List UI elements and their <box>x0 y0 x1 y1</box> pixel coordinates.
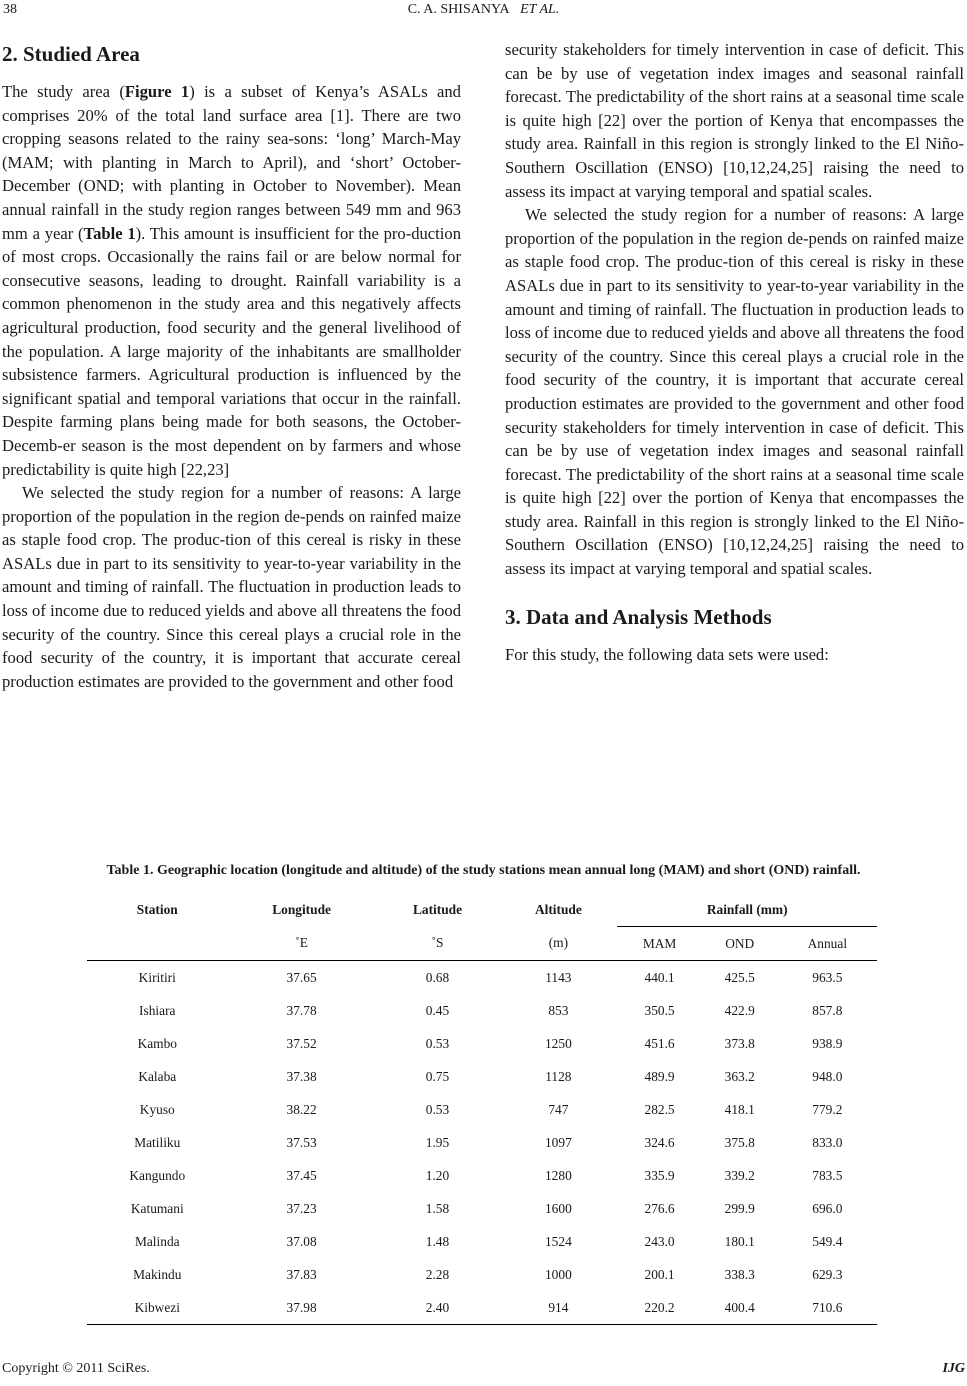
cell-altitude: 914 <box>499 1291 617 1325</box>
unit-latitude: ˚S <box>376 927 500 961</box>
table-row <box>87 1126 877 1159</box>
left-column <box>2 38 461 693</box>
cell-mam: 200.1 <box>644 1266 675 1282</box>
cell-station: Kiritiri <box>138 969 176 985</box>
cell-mam: 350.5 <box>644 1002 675 1018</box>
cell-altitude: 1000 <box>544 1266 572 1282</box>
cell-mam: 324.6 <box>644 1134 675 1150</box>
cell-annual: 938.9 <box>812 1035 843 1051</box>
cell-mam: 282.5 <box>644 1101 675 1117</box>
cell-latitude: 0.68 <box>425 969 450 985</box>
cell-mam: 276.6 <box>644 1200 675 1216</box>
table-row <box>87 1291 877 1325</box>
cell-mam: 489.9 <box>644 1068 675 1084</box>
table-row <box>87 1192 877 1225</box>
cell-altitude: 1143 <box>545 969 572 985</box>
cell-altitude: 1280 <box>544 1167 572 1183</box>
cell-station: Ishiara <box>139 1002 176 1018</box>
text-run: ) is a subset of Kenya’s ASALs and comprises 20% of the total land surface area [1]. There are two cropping seasons related to the rainy sea-sons: ‘long’ March-May (MAM; with planting in March to April), and ‘short’ October-December (OND; with planting in October to November). Mean annual rainfall in the study region ranges between 549 mm and 963 mm a year ( <box>2 82 461 243</box>
cell-station: Malinda <box>134 1233 180 1249</box>
cell-ond: 400.4 <box>702 1291 778 1325</box>
cell-annual: 779.2 <box>812 1101 843 1117</box>
header-latitude: Latitude <box>412 901 463 917</box>
cell-mam: 220.2 <box>617 1291 701 1325</box>
cell-longitude: 37.78 <box>286 1002 317 1018</box>
cell-annual: 948.0 <box>812 1068 843 1084</box>
cell-longitude: 37.52 <box>286 1035 317 1051</box>
cell-station: Kibwezi <box>87 1291 228 1325</box>
rainfall-table <box>87 893 877 1325</box>
cell-longitude: 37.65 <box>286 969 317 985</box>
cell-mam: 243.0 <box>644 1233 675 1249</box>
cell-ond: 375.8 <box>724 1134 755 1150</box>
running-etal: ET AL. <box>520 2 560 17</box>
running-title <box>0 2 967 18</box>
page-number: 38 <box>3 2 17 17</box>
journal-abbrev: IJG <box>942 1361 965 1376</box>
cell-longitude: 37.45 <box>286 1167 317 1183</box>
cell-ond: 338.3 <box>724 1266 755 1282</box>
cell-altitude: 853 <box>548 1002 569 1018</box>
cell-station: Kangundo <box>129 1167 186 1183</box>
cell-station: Kalaba <box>138 1068 177 1084</box>
cell-mam: 440.1 <box>644 969 675 985</box>
cell-latitude: 0.75 <box>425 1068 450 1084</box>
cell-annual: 696.0 <box>812 1200 843 1216</box>
unit-mam: MAM <box>617 927 701 961</box>
table-section <box>0 858 967 1315</box>
cell-latitude: 0.53 <box>425 1035 450 1051</box>
cell-latitude: 1.20 <box>425 1167 450 1183</box>
cell-longitude: 37.08 <box>286 1233 317 1249</box>
cell-longitude: 38.22 <box>286 1101 317 1117</box>
page-header <box>0 0 967 24</box>
unit-annual: Annual <box>778 927 877 961</box>
cell-annual: 783.5 <box>812 1167 843 1183</box>
header-rainfall: Rainfall (mm) <box>617 893 877 927</box>
section-title-methods: 3. Data and Analysis Methods <box>505 604 772 629</box>
cell-longitude: 37.23 <box>286 1200 317 1216</box>
cell-altitude: 1250 <box>544 1035 572 1051</box>
cell-altitude: 747 <box>548 1101 569 1117</box>
table-row <box>87 1258 877 1291</box>
cell-station: Kambo <box>137 1035 177 1051</box>
cell-longitude: 37.83 <box>286 1266 317 1282</box>
cell-mam: 335.9 <box>644 1167 675 1183</box>
table-caption: Table 1. Geographic location (longitude and altitude) of the study stations mean annual long (MAM) and short (OND) rainfall. <box>106 863 861 878</box>
cell-latitude: 1.48 <box>425 1233 450 1249</box>
header-longitude: Longitude <box>272 901 331 917</box>
cell-ond: 180.1 <box>724 1233 755 1249</box>
cell-annual: 710.6 <box>778 1291 877 1325</box>
cell-station: Makindu <box>133 1266 182 1282</box>
cell-annual: 629.3 <box>812 1266 843 1282</box>
paragraph-reasons-repeat: We selected the study region for a number of reasons: A large proportion of the population in the region de-pends on rainfed maize as staple food crop. The produc-tion of this cereal is risky in these ASALs due in part to its sensitivity to year-to-year variability in the amount and timing of rainfall. The fluctuation in production leads to loss of income due to reduced yields and above all threatens the food security of the country. Since this cereal plays a crucial role in the food security of the country, it is important that accurate cereal production estimates are provided to the government and other food security stakeholders for timely intervention in case of deficit. This can be by use of vegetation index images and seasonal rainfall forecast. The predictability of the short rains at a seasonal time scale is quite high [22] over the portion of Kenya that encompasses the study area. Rainfall in this region is strongly linked to the El Niño-Southern Oscillation (ENSO) [10,12,24,25] raising the need to assess its impact at varying temporal and spatial scales. <box>505 205 964 579</box>
copyright-notice: Copyright © 2011 SciRes. <box>2 1361 150 1376</box>
section-title-studied-area: 2. Studied Area <box>2 42 140 66</box>
cell-mam: 451.6 <box>644 1035 675 1051</box>
header-altitude: Altitude <box>534 901 582 917</box>
table-row <box>87 961 877 995</box>
table-row <box>87 1159 877 1192</box>
running-author: C. A. SHISANYA <box>407 2 510 17</box>
unit-ond: OND <box>702 927 778 961</box>
cell-annual: 963.5 <box>812 969 843 985</box>
cell-station: Katumani <box>130 1200 184 1216</box>
cell-altitude: 1600 <box>544 1200 572 1216</box>
cell-latitude: 1.58 <box>425 1200 450 1216</box>
cell-ond: 418.1 <box>724 1101 755 1117</box>
unit-longitude: ˚E <box>228 927 376 961</box>
table-units-row <box>87 927 877 961</box>
unit-station <box>87 927 228 961</box>
cell-altitude: 1128 <box>545 1068 572 1084</box>
cell-annual: 833.0 <box>812 1134 843 1150</box>
cell-ond: 339.2 <box>724 1167 755 1183</box>
paragraph-reasons: We selected the study region for a number of reasons: A large proportion of the population in the region de-pends on rainfed maize as staple food crop. The produc-tion of this cereal is risky in these ASALs due in part to its sensitivity to year-to-year variability in the amount and timing of rainfall. The fluctuation in production leads to loss of income due to reduced yields and above all threatens the food security of the country. Since this cereal plays a crucial role in the food security of the country, it is important that accurate cereal production estimates are provided to the government and other food <box>2 483 461 691</box>
cell-latitude: 1.95 <box>425 1134 450 1150</box>
cell-longitude: 37.38 <box>286 1068 317 1084</box>
paragraph-study-area <box>2 80 461 481</box>
table-body <box>87 961 877 1325</box>
cell-longitude: 37.98 <box>228 1291 376 1325</box>
table-ref: Table 1 <box>83 223 136 243</box>
unit-altitude: (m) <box>499 927 617 961</box>
cell-latitude: 0.45 <box>425 1002 450 1018</box>
cell-ond: 422.9 <box>724 1002 755 1018</box>
text-run: The study area ( <box>2 82 125 101</box>
header-station: Station <box>136 901 178 917</box>
cell-station: Kyuso <box>139 1101 175 1117</box>
paragraph-data-sets: For this study, the following data sets were used: <box>505 644 829 664</box>
cell-station: Matiliku <box>134 1134 181 1150</box>
cell-longitude: 37.53 <box>286 1134 317 1150</box>
cell-latitude: 2.28 <box>425 1266 450 1282</box>
table-row <box>87 994 877 1027</box>
cell-latitude: 0.53 <box>425 1101 450 1117</box>
cell-latitude: 2.40 <box>376 1291 500 1325</box>
text-run: ). This amount is insufficient for the pro-duction of most crops. Occasionally the rains fail or are below normal for consecutive seasons, leading to drought. Rainfall variability is a common phenomenon in the study area and this negatively affects agricultural production, food security and the general livelihood of the population. A large majority of the inhabitants are smallholder subsistence farmers. Agricultural production is influenced by the significant spatial and temporal variations that occur in the rainfall. Despite farming plans being made for both seasons, the October-Decemb-er season is the most dependent on by farmers and whose predictability is quite high [22,23] <box>2 223 461 479</box>
table-row <box>87 1027 877 1060</box>
paragraph-stakeholders: security stakeholders for timely intervention in case of deficit. This can be by use of vegetation index images and seasonal rainfall forecast. The predictability of the short rains at a seasonal time scale is quite high [22] over the portion of Kenya that encompasses the study area. Rainfall in this region is strongly linked to the El Niño-Southern Oscillation (ENSO) [10,12,24,25] raising the need to assess its impact at varying temporal and spatial scales. <box>505 40 964 201</box>
cell-ond: 373.8 <box>724 1035 755 1051</box>
table-row <box>87 1093 877 1126</box>
cell-altitude: 1097 <box>544 1134 572 1150</box>
cell-ond: 363.2 <box>724 1068 755 1084</box>
cell-altitude: 1524 <box>544 1233 572 1249</box>
cell-ond: 425.5 <box>724 969 755 985</box>
cell-annual: 549.4 <box>812 1233 843 1249</box>
table-header-row <box>87 893 877 927</box>
figure-ref: Figure 1 <box>124 82 190 101</box>
table-row <box>87 1060 877 1093</box>
cell-ond: 299.9 <box>724 1200 755 1216</box>
right-column <box>505 38 964 666</box>
cell-annual: 857.8 <box>812 1002 843 1018</box>
table-row <box>87 1225 877 1258</box>
